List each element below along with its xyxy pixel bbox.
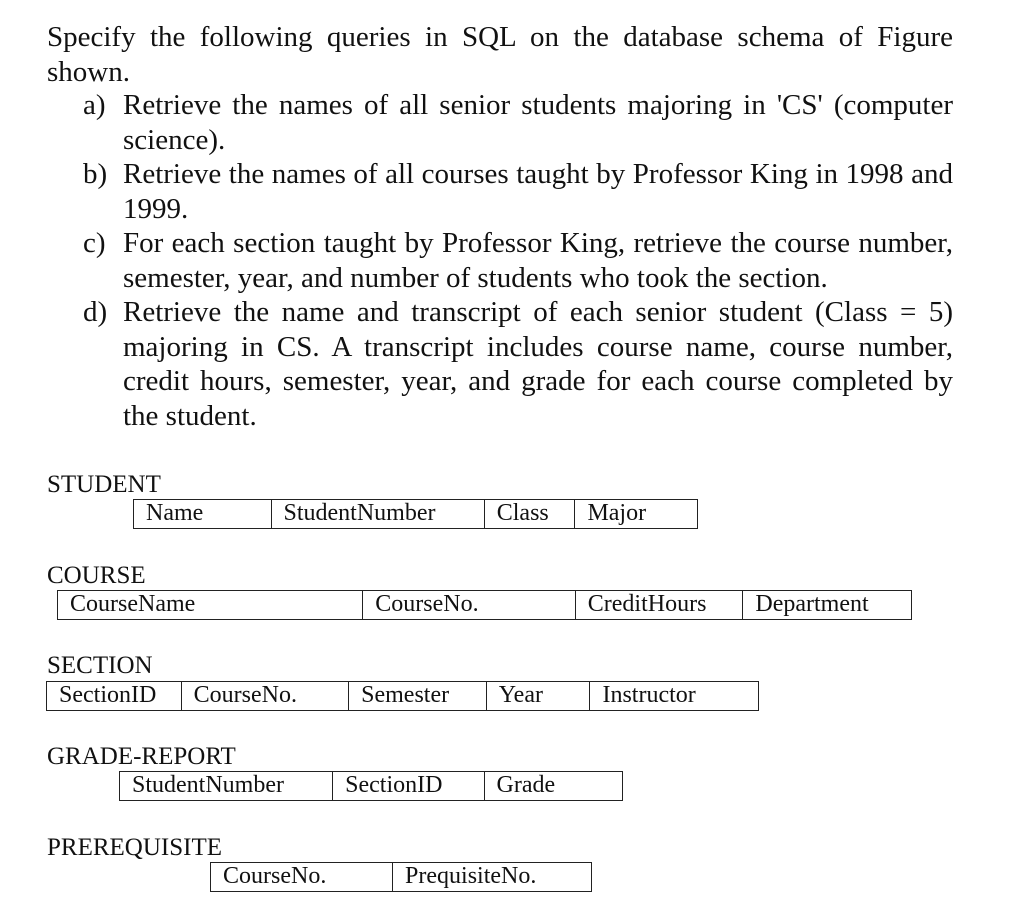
- query-text: Retrieve the names of all senior students majoring in 'CS' (computer science).: [123, 89, 953, 156]
- intro-paragraph: Specify the following queries in SQL on the database schema of Figure shown.: [47, 21, 953, 88]
- query-text: For each section taught by Professor King, retrieve the course number, semester, year, and number of students who took the section.: [123, 227, 953, 294]
- section-attr-sectionid: SectionID: [59, 682, 157, 708]
- query-item-d: [83, 295, 953, 433]
- student-attr-name: Name: [146, 500, 204, 526]
- student-attr-major: Major: [574, 500, 697, 528]
- prerequisite-table-title: PREREQUISITE: [47, 834, 222, 861]
- query-label: c): [83, 227, 106, 259]
- course-schema-row: [57, 590, 912, 620]
- grade-report-attr-sectionid: SectionID: [332, 772, 483, 800]
- student-table-title: STUDENT: [47, 471, 161, 498]
- prerequisite-schema-row: [210, 862, 592, 892]
- student-schema-row: [133, 499, 698, 529]
- grade-report-schema-row: [119, 771, 623, 801]
- prerequisite-attr-prequisiteno: PrequisiteNo.: [392, 863, 591, 891]
- query-item-c: [83, 226, 953, 295]
- query-text: Retrieve the name and transcript of each senior student (Class = 5) majoring in CS. A transcript includes course name, course number, credit hours, semester, year, and grade for each course completed by the student.: [123, 296, 953, 432]
- grade-report-attr-studentnumber: StudentNumber: [132, 772, 284, 798]
- course-table-title: COURSE: [47, 562, 146, 589]
- query-label: d): [83, 296, 108, 328]
- course-attr-credithours: CreditHours: [575, 591, 743, 619]
- course-attr-coursename: CourseName: [70, 591, 196, 617]
- query-label: a): [83, 89, 106, 121]
- course-attr-courseno: CourseNo.: [362, 591, 575, 619]
- course-attr-department: Department: [742, 591, 911, 619]
- grade-report-attr-grade: Grade: [484, 772, 622, 800]
- section-attr-instructor: Instructor: [589, 682, 758, 710]
- section-schema-row: [46, 681, 759, 711]
- prerequisite-attr-courseno: CourseNo.: [223, 863, 327, 889]
- query-list: [83, 88, 953, 433]
- student-attr-studentnumber: StudentNumber: [271, 500, 484, 528]
- student-attr-class: Class: [484, 500, 575, 528]
- section-attr-semester: Semester: [348, 682, 486, 710]
- section-attr-courseno: CourseNo.: [181, 682, 349, 710]
- query-text: Retrieve the names of all courses taught by Professor King in 1998 and 1999.: [123, 158, 953, 225]
- section-table-title: SECTION: [47, 652, 153, 679]
- grade-report-table-title: GRADE-REPORT: [47, 743, 236, 770]
- section-attr-year: Year: [486, 682, 590, 710]
- query-label: b): [83, 158, 108, 190]
- query-item-a: [83, 88, 953, 157]
- query-item-b: [83, 157, 953, 226]
